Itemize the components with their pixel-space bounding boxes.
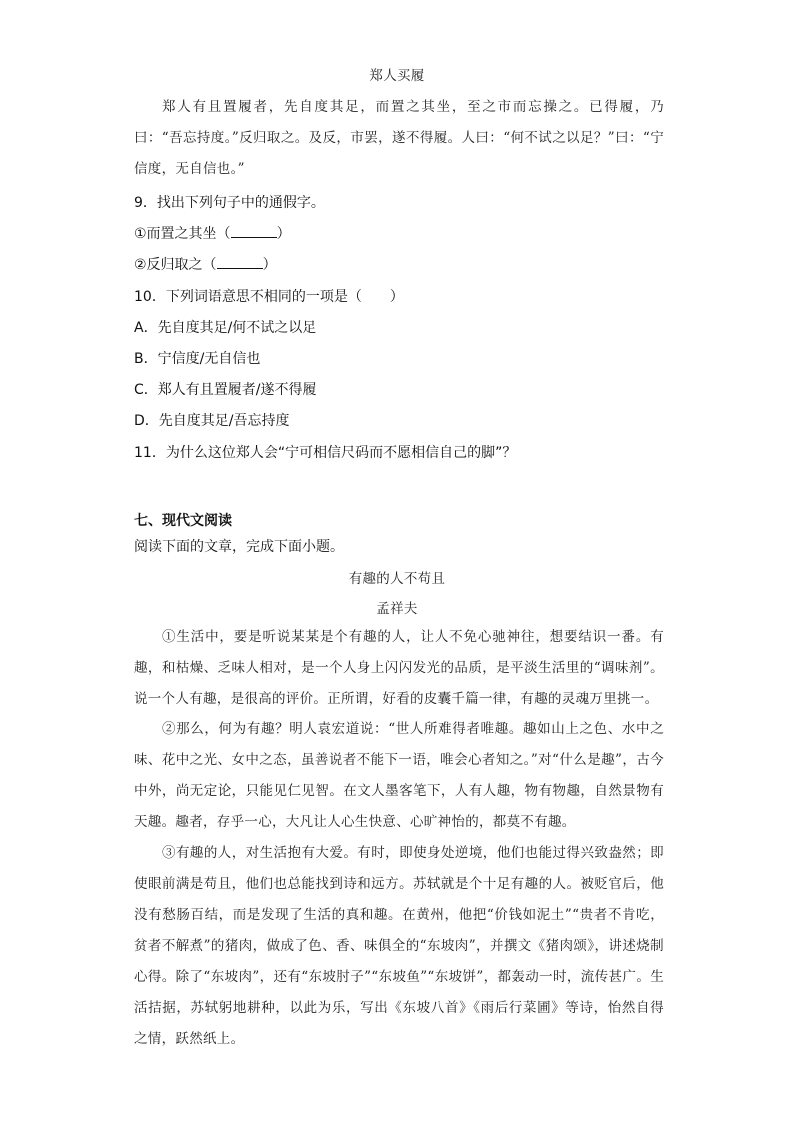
- section-heading: 七、现代文阅读: [134, 513, 232, 529]
- classical-title: 郑人买履: [369, 68, 425, 84]
- question-10-option-d: D．先自度其足/吾忘持度: [134, 413, 290, 429]
- question-10-stem: 10．下列词语意思不相同的一项是（ ）: [134, 289, 404, 305]
- question-9-item-1-text: ①而置之其坐（: [134, 226, 231, 242]
- essay-paragraph-1: ①生活中，要是听说某某是个有趣的人，让人不免心驰神往，想要结识一番。有趣，和枯燥、乏味人相对，是一个人身上闪闪发光的品质，是平淡生活里的“调味剂”。说一个人有趣，是很高的评价。正所谓，好看的皮囊千篇一律，有趣的灵魂万里挑一。: [134, 629, 664, 707]
- question-10-option-a: A．先自度其足/何不试之以足: [134, 320, 317, 336]
- question-9-item-2: [134, 254, 277, 274]
- question-9-item-2-text: ②反归取之（: [134, 257, 217, 273]
- question-10-option-c: C．郑人有且置履者/遂不得履: [134, 382, 317, 398]
- classical-text: 郑人有且置履者，先自度其足，而置之其坐，至之市而忘操之。已得履，乃曰：“吾忘持度。”反归取之。及反，市罢，遂不得履。人曰：“何不试之以足？”曰：“宁信度，无自信也。”: [134, 99, 664, 177]
- essay-paragraph-3: ③有趣的人，对生活抱有大爱。有时，即使身处逆境，他们也能过得兴致盎然；即使眼前满是苟且，他们也总能找到诗和远方。苏轼就是个十足有趣的人。被贬官后，他没有愁肠百结，而是发现了生活的真和趣。在黄州，他把“价钱如泥土”“贵者不肯吃，贫者不解煮”的猪肉，做成了色、香、味俱全的“东坡肉”，并撰文《猪肉颂》，讲述烧制心得。除了“东坡肉”，还有“东坡肘子”“东坡鱼”“东坡饼”，都轰动一时，流传甚广。生活拮据，苏轼躬地耕种，以此为乐，写出《东坡八首》《雨后行菜圃》等诗，怡然自得之情，跃然纸上。: [134, 845, 664, 1047]
- essay-title: 有趣的人不苟且: [348, 571, 446, 587]
- question-9-item-1: [134, 223, 291, 243]
- question-11-stem: 11．为什么这位郑人会“宁可相信尺码而不愿相信自己的脚”？: [134, 445, 517, 461]
- essay-paragraph-2: ②那么，何为有趣？明人袁宏道说：“世人所难得者唯趣。趣如山上之色、水中之味、花中之光、女中之态，虽善说者不能下一语，唯会心者知之。”对“什么是趣”，古今中外，尚无定论，只能见仁见智。在文人墨客笔下，人有人趣，物有物趣，自然景物有天趣。趣者，存乎一心，大凡让人心生快意、心旷神怡的，都莫不有趣。: [134, 721, 664, 830]
- essay-author: 孟祥夫: [376, 601, 418, 617]
- answer-blank-2[interactable]: [217, 254, 263, 269]
- question-9-stem: 9．找出下列句子中的通假字。: [134, 195, 325, 211]
- section-instruction: 阅读下面的文章，完成下面小题。: [134, 539, 344, 555]
- question-9-item-1-close: ）: [276, 226, 291, 242]
- question-10-option-b: B．宁信度/无自信也: [134, 351, 261, 367]
- answer-blank-1[interactable]: [231, 223, 277, 238]
- question-9-item-2-close: ）: [262, 257, 277, 273]
